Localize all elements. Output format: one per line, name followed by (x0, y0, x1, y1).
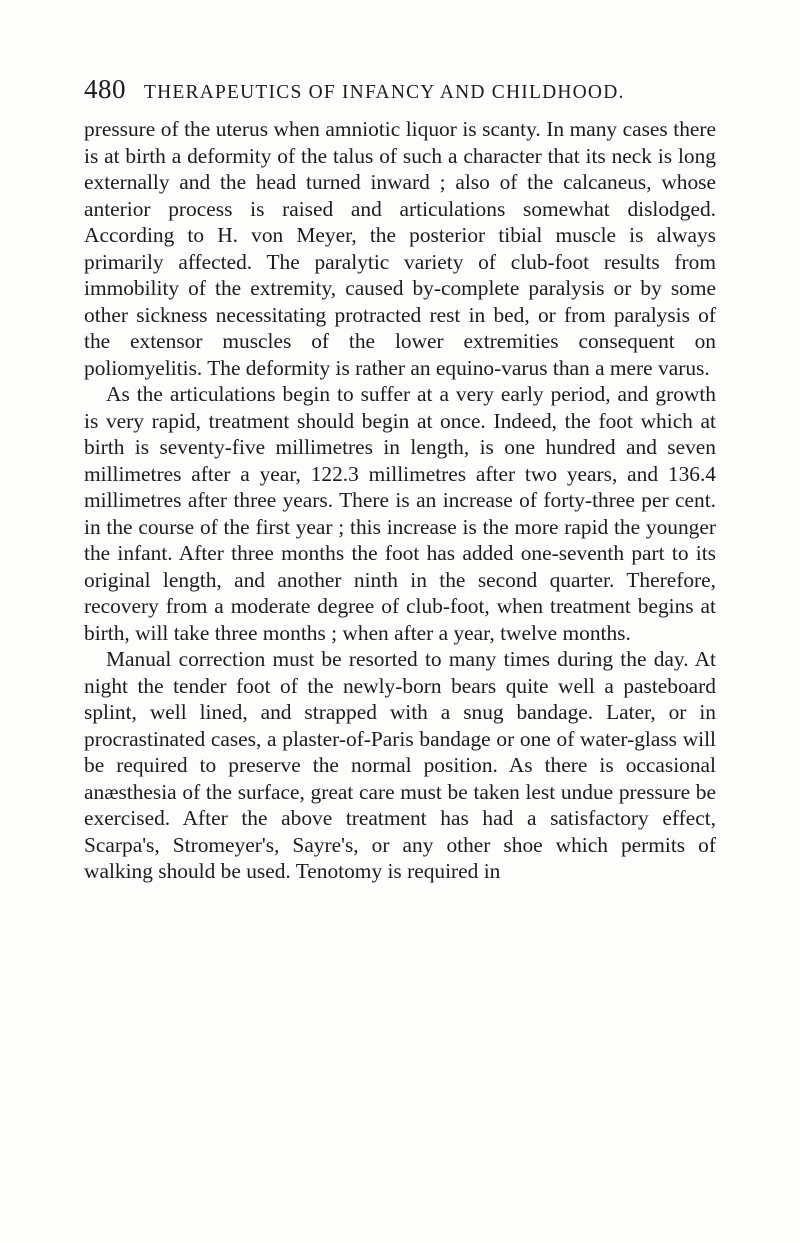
paragraph-2: As the articulations begin to suffer at a very early period, and growth is very rapid, treatment should begin at once. Indeed, the foot which at birth is seventy-five millimetres in length, is one hundred and seven millimetres after a year, 122.3 millimetres after two years, and 136.4 millimetres after three years. There is an increase of forty-three per cent. in the course of the first year ; this increase is the more rapid the younger the infant. After three months the foot has added one-seventh part to its original length, and another ninth in the second quarter. Therefore, recovery from a moderate degree of club-foot, when treatment begins at birth, will take three months ; when after a year, twelve months. (84, 382, 716, 645)
paragraph-3: Manual correction must be resorted to many times during the day. At night the tender foot of the newly-born bears quite well a pasteboard splint, well lined, and strapped with a snug bandage. Later, or in procrastinated cases, a plaster-of-Paris bandage or one of water-glass will be required to preserve the normal position. As there is occasional anæsthesia of the surface, great care must be taken lest undue pressure be exercised. After the above treatment has had a satisfactory effect, Scarpa's, Stromeyer's, Sayre's, or any other shoe which permits of walking should be used. Tenotomy is required in (84, 647, 716, 883)
page-header (84, 74, 724, 106)
running-title: THERAPEUTICS OF INFANCY AND CHILDHOOD. (144, 82, 625, 103)
paragraph-1: pressure of the uterus when amniotic liquor is scanty. In many cases there is at birth a deformity of the talus of such a character that its neck is long externally and the head turned inward ; also of the calcaneus, whose anterior process is raised and articulations somewhat dislodged. According to H. von Meyer, the posterior tibial muscle is always primarily affected. The paralytic variety of club-foot results from immobility of the extremity, caused by-complete paralysis or by some other sickness necessitating protracted rest in bed, or from paralysis of the extensor muscles of the lower extremities consequent on poliomyelitis. The deformity is rather an equino-varus than a mere varus. (84, 117, 716, 380)
body-text (84, 116, 716, 885)
page-number: 480 (84, 74, 126, 104)
